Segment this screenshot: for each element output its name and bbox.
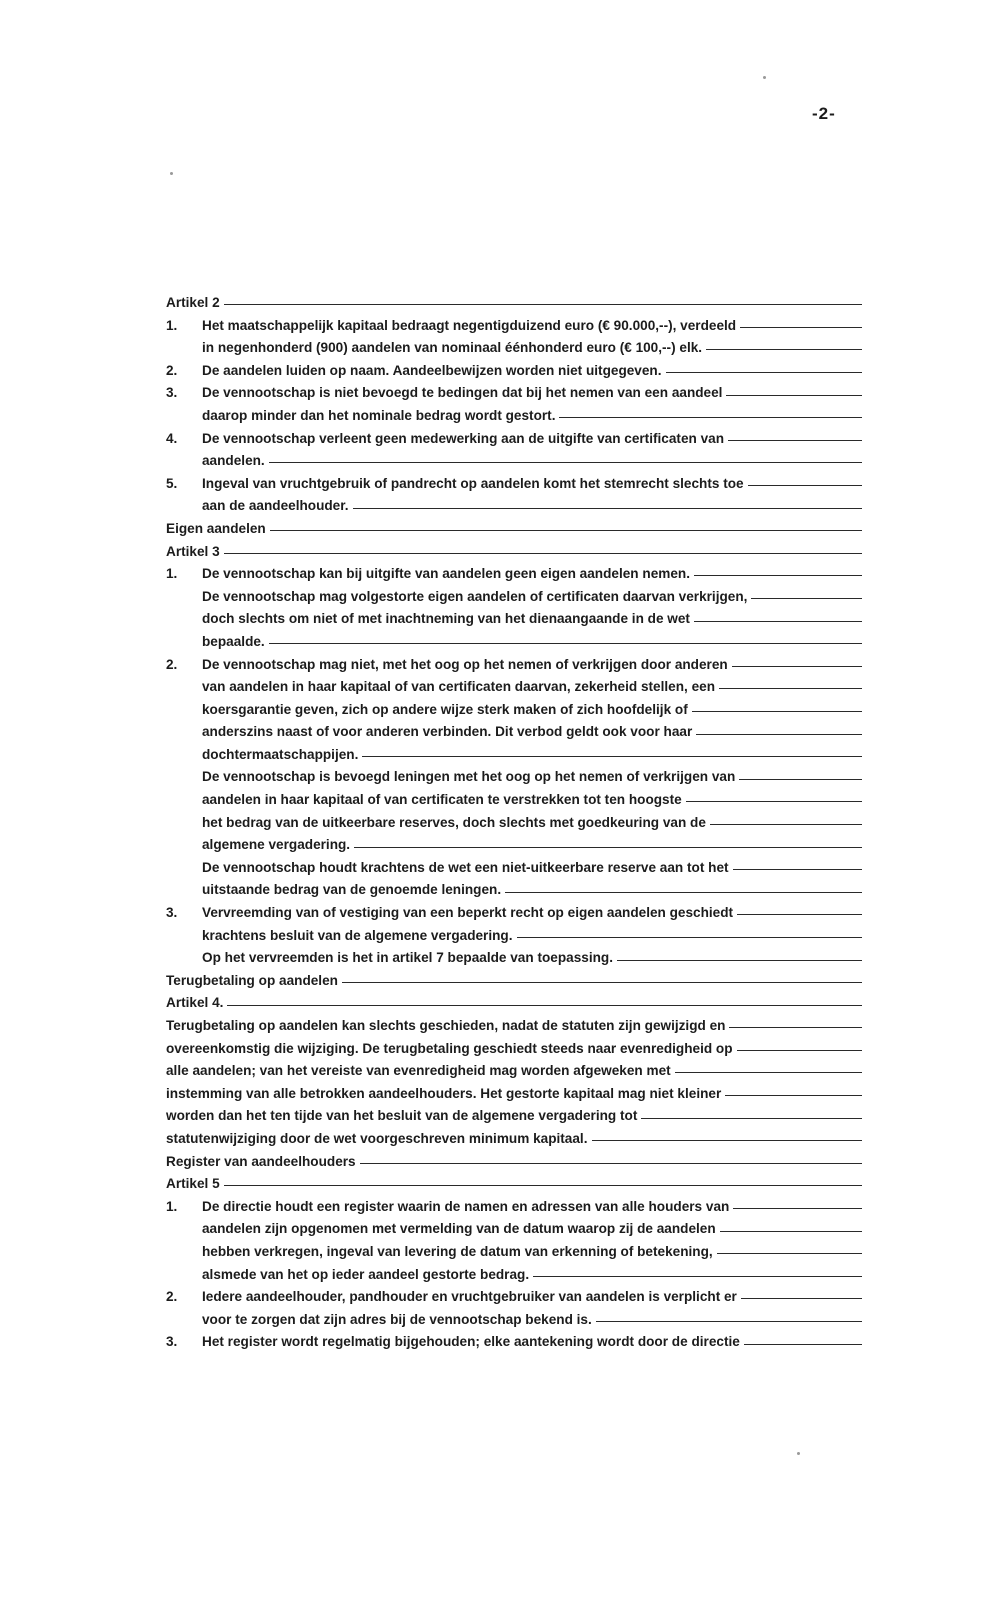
item-number: 3. — [166, 385, 178, 401]
item-text: De vennootschap is bevoegd leningen met het oog op het nemen of verkrijgen van — [202, 769, 736, 785]
item-text: De vennootschap mag niet, met het oog op het nemen of verkrijgen door anderen — [202, 656, 728, 672]
item-line — [166, 1309, 862, 1332]
item-number: 1. — [166, 566, 178, 582]
fill-line — [733, 1208, 862, 1209]
item-line — [166, 925, 862, 948]
heading-text: Register van aandeelhouders — [166, 1153, 356, 1169]
fill-line — [719, 688, 862, 689]
item-text: aandelen in haar kapitaal of van certificaten te verstrekken tot ten hoogste — [202, 792, 682, 808]
item-text: anderszins naast of voor anderen verbinden. Dit verbod geldt ook voor haar — [202, 724, 693, 740]
fill-line — [740, 327, 862, 328]
fill-line — [720, 1231, 862, 1232]
section-heading — [166, 292, 862, 315]
item-text: voor te zorgen dat zijn adres bij de vennootschap bekend is. — [202, 1311, 592, 1327]
item-text: van aandelen in haar kapitaal of van certificaten daarvan, zekerheid stellen, een — [202, 679, 715, 695]
heading-text: Eigen aandelen — [166, 520, 266, 536]
item-text: De vennootschap verleent geen medewerking aan de uitgifte van certificaten van — [202, 430, 725, 446]
item-text: aandelen. — [202, 453, 265, 469]
fill-line — [533, 1276, 862, 1277]
fill-line — [751, 598, 862, 599]
item-line — [166, 857, 862, 880]
fill-line — [596, 1321, 862, 1322]
item-text: De vennootschap kan bij uitgifte van aandelen geen eigen aandelen nemen. — [202, 566, 690, 582]
item-text: alsmede van het op ieder aandeel gestorte bedrag. — [202, 1266, 530, 1282]
item-text: De aandelen luiden op naam. Aandeelbewijzen worden niet uitgegeven. — [202, 362, 662, 378]
item-text: Op het vervreemden is het in artikel 7 bepaalde van toepassing. — [202, 950, 613, 966]
item-number: 1. — [166, 317, 178, 333]
item-line — [166, 405, 862, 428]
section-heading — [166, 541, 862, 564]
item-line — [166, 676, 862, 699]
item-line — [166, 586, 862, 609]
page-number: -2- — [812, 104, 836, 123]
item-line — [166, 744, 862, 767]
fill-line — [641, 1118, 862, 1119]
paragraph-line — [166, 1038, 862, 1061]
item-text: daarop minder dan het nominale bedrag wordt gestort. — [202, 407, 556, 423]
item-line — [166, 450, 862, 473]
item-line — [166, 563, 862, 586]
fill-line — [733, 869, 862, 870]
fill-line — [694, 575, 862, 576]
item-text: doch slechts om niet of met inachtneming van het dienaangaande in de wet — [202, 611, 690, 627]
fill-line — [354, 847, 862, 848]
item-line — [166, 902, 862, 925]
item-line — [166, 654, 862, 677]
item-line — [166, 721, 862, 744]
section-heading — [166, 1173, 862, 1196]
item-number: 1. — [166, 1198, 178, 1214]
item-line — [166, 947, 862, 970]
fill-line — [737, 914, 862, 915]
paragraph-line — [166, 1083, 862, 1106]
item-line — [166, 315, 862, 338]
item-text: Het maatschappelijk kapitaal bedraagt negentigduizend euro (€ 90.000,--), verdeeld — [202, 317, 737, 333]
paragraph-text: overeenkomstig die wijziging. De terugbetaling geschiedt steeds naar evenredigheid op — [166, 1040, 733, 1056]
item-text: aandelen zijn opgenomen met vermelding van de datum waarop zij de aandelen — [202, 1221, 716, 1237]
scan-speck — [170, 172, 173, 175]
fill-line — [706, 349, 862, 350]
item-line — [166, 1218, 862, 1241]
fill-line — [717, 1253, 862, 1254]
fill-line — [362, 756, 862, 757]
item-line — [166, 337, 862, 360]
item-text: koersgarantie geven, zich op andere wijze sterk maken of zich hoofdelijk of — [202, 701, 688, 717]
item-line — [166, 789, 862, 812]
fill-line — [224, 304, 862, 305]
item-line — [166, 1286, 862, 1309]
item-text: Ingeval van vruchtgebruik of pandrecht op aandelen komt het stemrecht slechts toe — [202, 475, 744, 491]
fill-line — [696, 734, 862, 735]
item-text: De vennootschap mag volgestorte eigen aandelen of certificaten daarvan verkrijgen, — [202, 588, 748, 604]
paragraph-text: alle aandelen; van het vereiste van evenredigheid mag worden afgeweken met — [166, 1063, 671, 1079]
document-body — [166, 292, 862, 1354]
item-line — [166, 1196, 862, 1219]
item-text: algemene vergadering. — [202, 837, 351, 853]
item-line — [166, 812, 862, 835]
item-line — [166, 1264, 862, 1287]
item-text: bepaalde. — [202, 633, 265, 649]
fill-line — [360, 1163, 862, 1164]
paragraph-line — [166, 1128, 862, 1151]
fill-line — [692, 711, 862, 712]
heading-text: Terugbetaling op aandelen — [166, 972, 338, 988]
fill-line — [725, 1095, 862, 1096]
item-text: uitstaande bedrag van de genoemde leningen. — [202, 882, 502, 898]
heading-text: Artikel 4. — [166, 995, 224, 1011]
item-line — [166, 608, 862, 631]
item-line — [166, 766, 862, 789]
item-line — [166, 428, 862, 451]
fill-line — [675, 1072, 862, 1073]
fill-line — [270, 530, 862, 531]
section-heading — [166, 518, 862, 541]
item-number: 3. — [166, 1334, 178, 1350]
fill-line — [592, 1140, 863, 1141]
fill-line — [732, 666, 862, 667]
fill-line — [227, 1005, 862, 1006]
section-heading — [166, 970, 862, 993]
paragraph-text: statutenwijziging door de wet voorgeschreven minimum kapitaal. — [166, 1130, 588, 1146]
item-text: De directie houdt een register waarin de namen en adressen van alle houders van — [202, 1198, 730, 1214]
item-text: De vennootschap is niet bevoegd te bedingen dat bij het nemen van een aandeel — [202, 385, 723, 401]
item-line — [166, 699, 862, 722]
item-text: aan de aandeelhouder. — [202, 498, 349, 514]
fill-line — [224, 553, 862, 554]
item-line — [166, 382, 862, 405]
fill-line — [353, 508, 862, 509]
scan-speck — [763, 76, 766, 79]
paragraph-text: instemming van alle betrokken aandeelhouders. Het gestorte kapitaal mag niet kleiner — [166, 1085, 722, 1101]
fill-line — [269, 462, 862, 463]
item-number: 2. — [166, 362, 178, 378]
item-text: Vervreemding van of vestiging van een beperkt recht op eigen aandelen geschiedt — [202, 905, 734, 921]
section-heading — [166, 1151, 862, 1174]
paragraph-text: Terugbetaling op aandelen kan slechts geschieden, nadat de statuten zijn gewijzigd en — [166, 1018, 726, 1033]
fill-line — [686, 801, 862, 802]
item-line — [166, 473, 862, 496]
fill-line — [710, 824, 862, 825]
heading-text: Artikel 3 — [166, 543, 220, 559]
paragraph-line — [166, 1105, 862, 1128]
item-text: Het register wordt regelmatig bijgehouden; elke aantekening wordt door de directie — [202, 1334, 740, 1350]
item-text: het bedrag van de uitkeerbare reserves, doch slechts met goedkeuring van de — [202, 814, 706, 830]
item-line — [166, 1241, 862, 1264]
item-text: krachtens besluit van de algemene vergadering. — [202, 927, 513, 943]
fill-line — [694, 621, 862, 622]
paragraph-line — [166, 1015, 862, 1038]
item-line — [166, 360, 862, 383]
heading-text: Artikel 5 — [166, 1176, 220, 1192]
item-line — [166, 495, 862, 518]
fill-line — [505, 892, 862, 893]
item-line — [166, 834, 862, 857]
item-text: De vennootschap houdt krachtens de wet een niet-uitkeerbare reserve aan tot het — [202, 859, 729, 875]
fill-line — [739, 779, 862, 780]
item-text: Iedere aandeelhouder, pandhouder en vruchtgebruiker van aandelen is verplicht er — [202, 1289, 737, 1305]
item-number: 5. — [166, 475, 178, 491]
item-text: in negenhonderd (900) aandelen van nominaal éénhonderd euro (€ 100,--) elk. — [202, 340, 703, 356]
fill-line — [342, 982, 862, 983]
item-text: hebben verkregen, ingeval van levering de datum van erkenning of betekening, — [202, 1243, 713, 1259]
item-number: 3. — [166, 905, 178, 921]
scan-speck — [797, 1452, 800, 1455]
item-line — [166, 1331, 862, 1354]
item-number: 2. — [166, 656, 178, 672]
fill-line — [744, 1344, 862, 1345]
fill-line — [269, 643, 862, 644]
fill-line — [741, 1298, 862, 1299]
fill-line — [224, 1185, 862, 1186]
item-line — [166, 879, 862, 902]
item-line — [166, 631, 862, 654]
section-heading — [166, 992, 862, 1015]
item-number: 4. — [166, 430, 178, 446]
paragraph-text: worden dan het ten tijde van het besluit van de algemene vergadering tot — [166, 1108, 638, 1124]
heading-text: Artikel 2 — [166, 295, 220, 310]
item-number: 2. — [166, 1289, 178, 1305]
fill-line — [666, 372, 862, 373]
fill-line — [737, 1050, 862, 1051]
fill-line — [559, 417, 862, 418]
fill-line — [617, 960, 862, 961]
fill-line — [748, 485, 862, 486]
fill-line — [726, 395, 862, 396]
paragraph-line — [166, 1060, 862, 1083]
item-text: dochtermaatschappijen. — [202, 746, 359, 762]
fill-line — [729, 1027, 862, 1028]
fill-line — [728, 440, 862, 441]
fill-line — [517, 937, 862, 938]
